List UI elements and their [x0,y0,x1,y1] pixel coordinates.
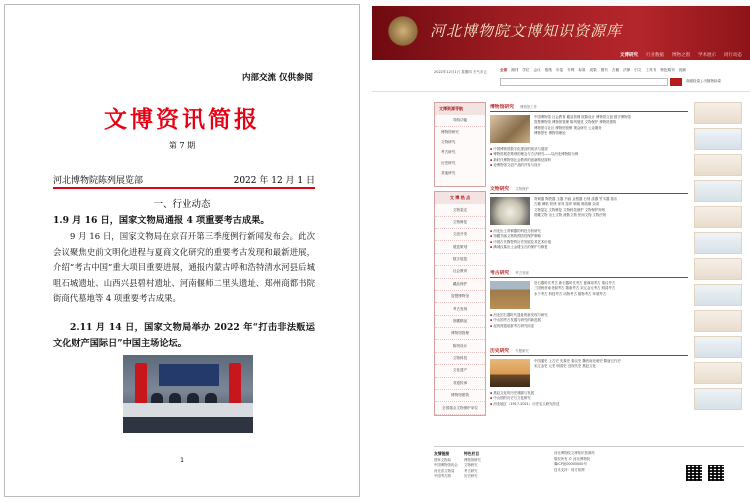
article-link[interactable]: ▪ 中山国的历史与文化研究 [490,396,688,401]
promo-tile[interactable] [694,206,742,228]
search-tab[interactable]: 会议 [533,68,541,72]
section-header [490,268,688,278]
sidebar-item[interactable]: 考古研究 [441,150,456,155]
hot-topic[interactable]: 文物鉴定 [435,204,485,216]
promo-tile[interactable] [694,388,742,410]
section-header [490,102,688,112]
article-link[interactable]: ▪ 中国博物馆数字化建设的现状与展望 [490,147,688,152]
promo-tile[interactable] [694,154,742,176]
search-tab[interactable]: 专利 [567,68,575,72]
floor [123,417,253,433]
footer-link[interactable]: 中国考古网 [434,474,451,479]
keyword-line[interactable]: 三国两晋南北朝考古 隋唐考古 宋辽金元考古 明清考古 [534,286,616,291]
section-title[interactable]: 博物馆研究 [490,105,514,110]
bronze-emblem-icon [386,14,420,48]
hot-topic[interactable]: 展览策划 [435,241,485,253]
article-link[interactable]: ▪ 满城汉墓出土金缕玉衣的保护与修复 [490,245,688,250]
section-museum [490,102,688,180]
main-nav [620,52,742,58]
issue-number: 第 7 期 [168,141,196,150]
article-link[interactable]: ▪ 燕赵文化的历史渊源与发展 [490,391,688,396]
promo-tile[interactable] [694,128,742,150]
footer-link[interactable]: 历史研究 [464,474,478,479]
section-title[interactable]: 文物研究 [490,187,510,192]
camel-caravan-image[interactable] [490,359,530,387]
internal-note: 内部交流 仅供参阅 [242,73,313,83]
article-link[interactable]: ▪ 河北出土青铜器的科技分析研究 [490,229,688,234]
keyword-line[interactable]: 古籍 碑帖 织绣 家具 玺印 铜镜 佛造像 杂项 [534,202,600,207]
issuer-row [53,173,315,186]
nav-item[interactable]: 行业数据 [646,53,664,58]
search-tab[interactable]: 学位 [522,68,530,72]
qr-code-icon [686,465,702,481]
resource-nav-box [434,102,486,187]
photo-backdrop [159,364,219,386]
sidebar-heading: 文博资源导航 [435,103,485,115]
article-list [490,147,688,169]
footer-link[interactable]: 博物馆研究 [464,457,481,462]
hot-topic[interactable]: 文物科技 [435,353,485,365]
promo-tile[interactable] [694,102,742,124]
bulletin-title: 文博资讯简报 [104,106,260,133]
promo-tile[interactable] [694,284,742,306]
search-tab[interactable]: 视频 [678,68,686,72]
search-tab[interactable]: 期刊 [511,68,519,72]
excavation-site-image[interactable] [490,281,530,309]
keyword-line[interactable]: 智慧博物馆 博物馆管理 陈列展览 文物保护 博物馆建筑 [534,120,617,125]
promo-tile[interactable] [694,258,742,280]
issue-date: 2022 年 12 月 1 日 [233,176,315,186]
page-number: 1 [180,457,184,464]
qr-code-icon [708,465,724,481]
footer-columns [464,451,481,480]
search-tab[interactable]: 成果 [589,68,597,72]
search-input[interactable] [500,78,668,86]
article-link[interactable]: ▪ 中山国考古发掘与研究的新进展 [490,318,688,323]
footer-heading: 友情链接 [434,451,450,456]
item1-body: 9 月 16 日，国家文物局在京召开第三季度例行新闻发布会。此次会议聚焦史前文明化进程与夏商文化研究的重要考古发现和最新进展，介绍“考古中国”重大项目重要进展，通报内蒙古呼和浩特清水河县后城咀石城遗址、山西兴县碧村遗址、河南偃师二里头遗址、郑州商都书院街商代墓地等 4 项重要考古成果。 [53,231,315,303]
search-button[interactable] [670,78,682,86]
footer-link[interactable]: 中国博物馆协会 [434,463,458,468]
hot-topic[interactable]: 全国重点文物保护单位 [435,402,485,414]
right-column [694,102,742,414]
hot-topic[interactable]: 藏品保护 [435,279,485,291]
section-header [490,346,688,356]
search-tabs [500,68,686,73]
conference-table [123,403,253,417]
site-footer [434,446,744,494]
article-link[interactable]: ▪ 新时代博物馆社会教育的创新路径探析 [490,158,688,163]
footer-link[interactable]: 河北省文物局 [434,468,455,473]
promo-tile[interactable] [694,362,742,384]
search-tab[interactable]: 报纸 [544,68,552,72]
sidebar-subheading: 导航功能 [435,115,485,127]
hot-topic[interactable]: 社会教育 [435,266,485,278]
nav-item[interactable]: 学术展示 [698,53,716,58]
nav-item[interactable]: 文博研究 [620,53,638,58]
item1-title: 1.9 月 16 日，国家文物局通报 4 项重要考古成果。 [53,215,270,226]
article-list [490,229,688,251]
site-banner [372,6,750,60]
article-link[interactable]: ▪ 博物馆展览策划的理念与方法研究——以河北博物院为例 [490,152,688,157]
site-title: 河北博物院文博知识资源库 [430,22,623,40]
hot-topics-box [434,191,486,415]
article-link[interactable]: ▪ 河北地区（1917-2021）历史名人研究综述 [490,402,688,407]
section-title[interactable]: 历史研究 [490,349,510,354]
keyword-line[interactable]: 博物馆与社区 博物馆营销 观众研究 公众服务 [534,125,602,130]
article-link[interactable]: ▪ 论博物馆文创产品的开发与设计 [490,163,688,168]
sidebar-item[interactable]: 博物馆研究 [441,129,459,134]
sidebar [434,102,486,420]
footer-link[interactable]: 国家文物局 [434,457,451,462]
hot-topic[interactable]: 陈列设计 [435,340,485,352]
search-tab[interactable]: 引文 [634,68,642,72]
keyword-line[interactable]: 中国博物馆 社会教育 藏品管理 展陈设计 博物馆文创 数字博物馆 [534,115,631,119]
search-tab[interactable]: 图书 [600,68,608,72]
nav-item[interactable]: 同行动态 [724,53,742,58]
hot-topic[interactable]: 智慧博物馆 [435,291,485,303]
sidebar-item[interactable]: 文物研究 [441,140,456,145]
keyword-line[interactable]: 宋辽金史 元史 明清史 近现代史 燕赵文化 [534,364,596,369]
section-title[interactable]: 考古研究 [490,271,510,276]
section-heading: 一、行业动态 [153,199,211,210]
hot-topic[interactable]: 非遗传承 [435,378,485,390]
hot-topics-heading: 文 博 热 点 [435,192,485,204]
keyword-line[interactable]: 青铜器 陶瓷器 玉器 书画 金银器 石刻 漆器 竹木器 钱币 [534,197,618,201]
hot-topic[interactable]: 文化遗产 [435,365,485,377]
keyword-line[interactable]: 博物馆史 博物馆理论 [534,131,566,136]
footer-heading: 特色栏目 [464,451,480,456]
keyword-line[interactable]: 中国通史 上古史 先秦史 秦汉史 魏晋南北朝史 隋唐五代史 [534,359,621,363]
hot-topic[interactable]: 文创开发 [435,229,485,241]
article-list [490,391,688,407]
section-keywords [534,197,688,219]
footer-copyright [554,451,595,473]
footer-link[interactable]: 文物研究 [464,463,478,468]
sidebar-item[interactable]: 历史研究 [441,160,456,165]
search-tab[interactable]: 全部 [500,68,508,72]
section-archaeology [490,268,688,340]
advanced-search-links[interactable]: 高级检索 | 出版物检索 [686,79,721,83]
bulletin-page [4,4,360,497]
website-screenshot [372,0,750,501]
footer-link[interactable]: 考古研究 [464,468,478,473]
article-link[interactable]: ▪ 泥河湾遗址群考古研究综述 [490,324,688,329]
hot-topic[interactable]: 数字展览 [435,254,485,266]
promo-tile[interactable] [694,336,742,358]
search-tab[interactable]: 古籍 [611,68,620,72]
search-tab[interactable]: 法律 [623,68,631,72]
keyword-line[interactable]: 水下考古 科技考古 动物考古 植物考古 环境考古 [534,291,607,296]
section-history [490,346,688,418]
article-list [490,313,688,329]
promo-tile[interactable] [694,310,742,332]
red-rule [53,187,315,189]
article-link[interactable]: ▪ 中国古代陶瓷的历史发展及其艺术价值 [490,240,688,245]
search-tab[interactable]: 工具书 [645,68,657,72]
footer-text: 技术支持：同方知网 [554,467,585,472]
date-text: 2022年12月1日 星期四 天气多云 [434,70,487,74]
hot-topic[interactable]: 馆藏精品 [435,316,485,328]
footer-links [434,451,458,480]
keyword-line[interactable]: 文物鉴定 文物修复 文物科技保护 文物保护规划 [534,207,606,212]
hot-topic[interactable]: 博物馆建筑 [435,390,485,402]
forum-photo [123,355,253,433]
sidebar-item[interactable]: 其他研究 [441,170,456,175]
keyword-line[interactable]: 馆藏文物 出土文物 流散文物 民间文物 文物法规 [534,213,607,218]
hot-topic[interactable]: 考古发现 [435,303,485,315]
nav-item[interactable]: 博物之窗 [672,53,690,58]
museum-interior-image[interactable] [490,115,530,143]
article-link[interactable]: ▪ 河北旧石器时代遗址的新发现与研究 [490,313,688,318]
search-tab[interactable]: 特色期刊 [660,68,675,72]
promo-tile[interactable] [694,232,742,254]
hot-topic[interactable]: 博物馆管理 [435,328,485,340]
footer-text: 冀ICP备00000000号 [554,462,587,467]
footer-text: 版权所有 © 河北博物院 [554,456,591,461]
article-link[interactable]: ▪ 馆藏书画文物的预防性保护策略 [490,234,688,239]
section-keywords [534,115,688,137]
search-bar-area [372,62,750,92]
section-subtitle[interactable]: 文物保护 [515,187,529,191]
footer-text: 河北博物院文博知识资源库 [554,451,595,455]
section-header [490,184,688,194]
search-tab[interactable]: 年鉴 [555,68,564,72]
hot-topic[interactable]: 文物修复 [435,217,485,229]
keyword-line[interactable]: 旧石器时代考古 新石器时代考古 夏商周考古 秦汉考古 [534,281,616,285]
search-tab[interactable]: 标准 [578,68,586,72]
section-keywords [534,281,688,297]
promo-tile[interactable] [694,180,742,202]
section-subtitle[interactable]: 博物馆工作 [520,105,537,109]
section-keywords [534,359,688,370]
section-subtitle[interactable]: 考古发现 [515,271,529,275]
issuer: 河北博物院陈列展览部 [53,176,144,186]
item2-title: 2.11 月 14 日，国家文物局举办 2022 年“打击非法贩运文化财产国际日”中国主场论坛。 [53,322,315,349]
section-subtitle[interactable]: 专题研究 [515,349,529,353]
jade-relic-image[interactable] [490,197,530,225]
section-relics [490,184,688,264]
